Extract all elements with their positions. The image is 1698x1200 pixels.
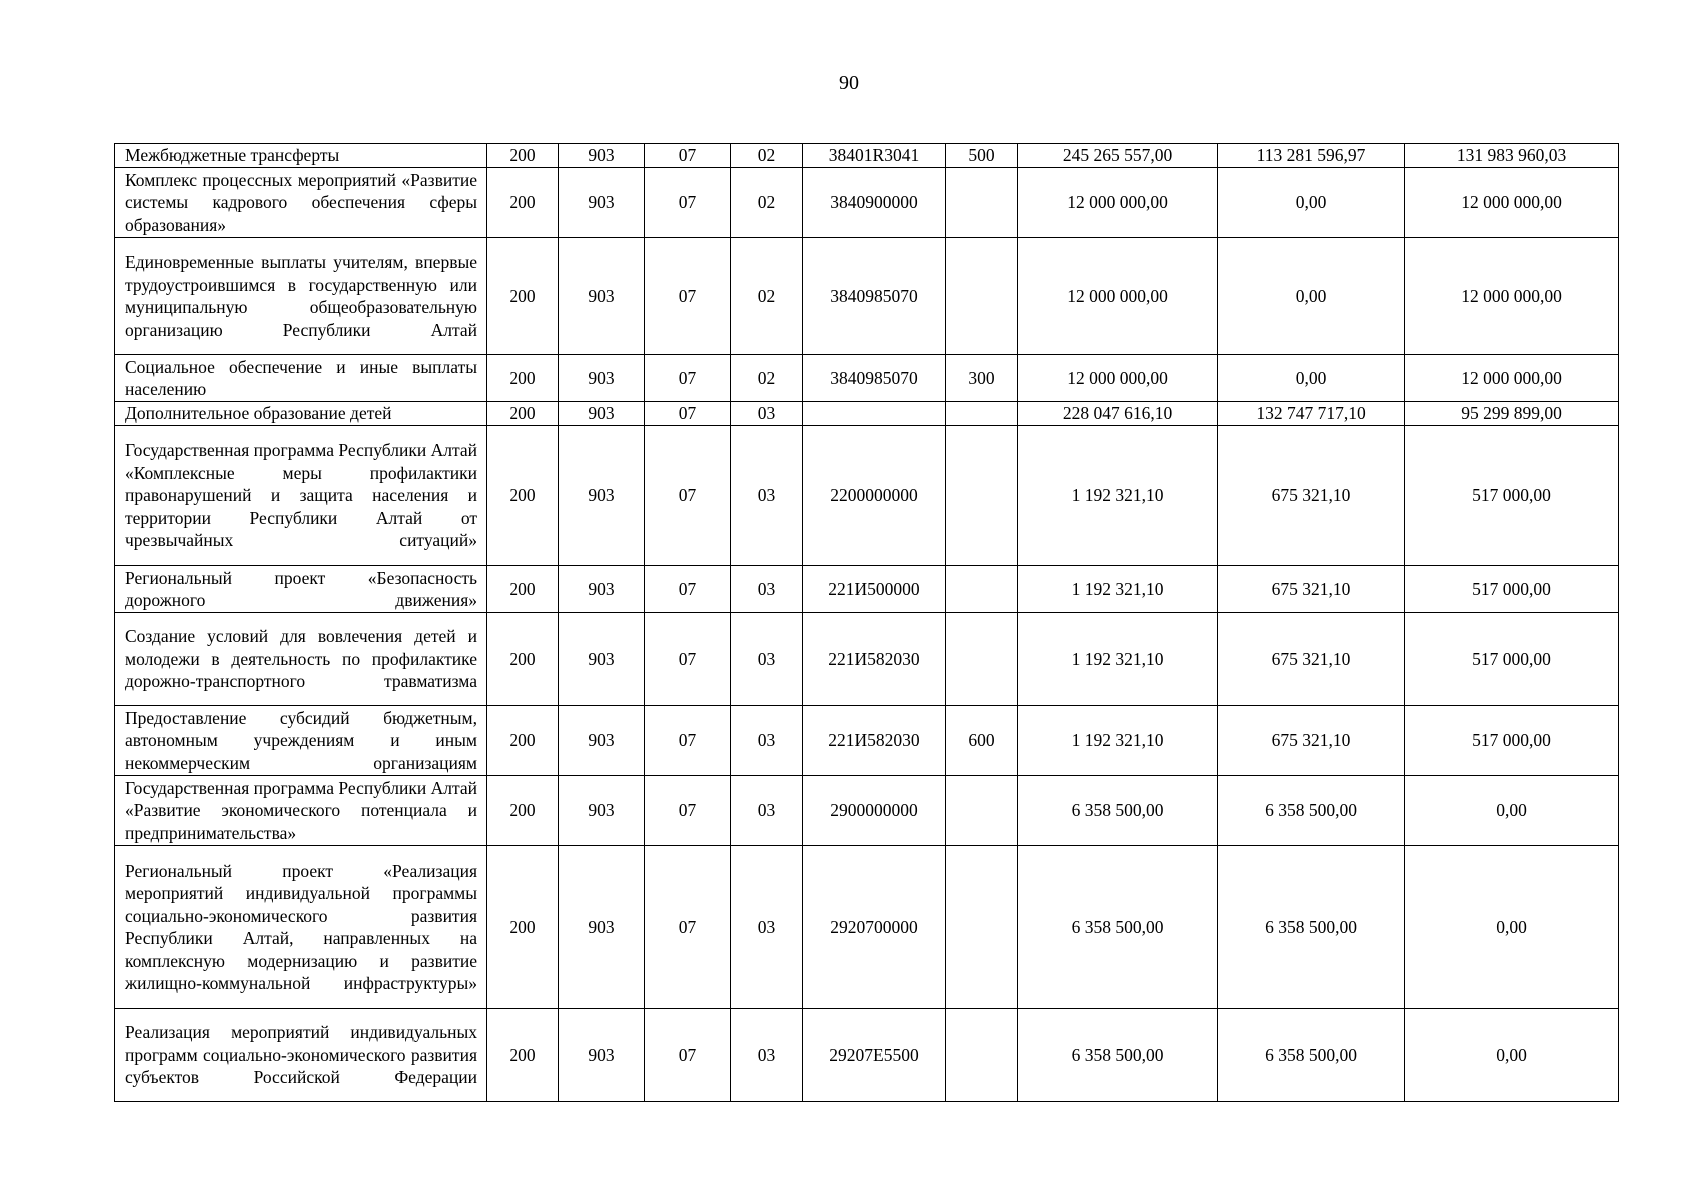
amount-part1-cell: 0,00 — [1218, 355, 1405, 402]
expense-type-cell — [946, 238, 1018, 355]
amount-part2-cell: 517 000,00 — [1405, 566, 1619, 613]
expense-type-cell — [946, 1009, 1018, 1102]
expense-type-cell — [946, 613, 1018, 706]
section-cell: 07 — [645, 402, 731, 426]
code-admin-cell: 200 — [487, 168, 559, 238]
expense-type-cell — [946, 566, 1018, 613]
subsection-cell: 03 — [731, 1009, 803, 1102]
target-article-cell: 2900000000 — [803, 776, 946, 846]
table-row — [115, 168, 1619, 238]
row-name-cell: Межбюджетные трансферты — [115, 144, 487, 168]
table-row — [115, 426, 1619, 566]
target-article-cell: 3840900000 — [803, 168, 946, 238]
expense-type-cell — [946, 168, 1018, 238]
expense-type-cell — [946, 846, 1018, 1009]
amount-part1-cell: 6 358 500,00 — [1218, 776, 1405, 846]
code-admin-cell: 200 — [487, 846, 559, 1009]
amount-total-cell: 228 047 616,10 — [1018, 402, 1218, 426]
amount-part1-cell: 0,00 — [1218, 168, 1405, 238]
amount-part1-cell: 675 321,10 — [1218, 706, 1405, 776]
code-ministry-cell: 903 — [559, 1009, 645, 1102]
amount-part2-cell: 0,00 — [1405, 846, 1619, 1009]
amount-total-cell: 12 000 000,00 — [1018, 238, 1218, 355]
amount-part2-cell: 517 000,00 — [1405, 706, 1619, 776]
amount-part2-cell: 0,00 — [1405, 776, 1619, 846]
row-name-cell: Региональный проект «Безопасность дорожного движения» — [115, 566, 487, 613]
subsection-cell: 03 — [731, 566, 803, 613]
code-admin-cell: 200 — [487, 613, 559, 706]
code-ministry-cell: 903 — [559, 402, 645, 426]
target-article-cell: 29207Е5500 — [803, 1009, 946, 1102]
subsection-cell: 03 — [731, 846, 803, 1009]
amount-total-cell: 1 192 321,10 — [1018, 426, 1218, 566]
target-article-cell: 38401R3041 — [803, 144, 946, 168]
expense-type-cell — [946, 426, 1018, 566]
row-name-cell: Реализация мероприятий индивидуальных программ социально-экономического развития субъектов Российской Федерации — [115, 1009, 487, 1102]
subsection-cell: 02 — [731, 144, 803, 168]
amount-part2-cell: 12 000 000,00 — [1405, 168, 1619, 238]
target-article-cell — [803, 402, 946, 426]
expense-type-cell: 600 — [946, 706, 1018, 776]
amount-total-cell: 6 358 500,00 — [1018, 1009, 1218, 1102]
subsection-cell: 03 — [731, 426, 803, 566]
budget-table — [114, 143, 1619, 1102]
section-cell: 07 — [645, 426, 731, 566]
amount-total-cell: 6 358 500,00 — [1018, 846, 1218, 1009]
code-admin-cell: 200 — [487, 566, 559, 613]
amount-part2-cell: 517 000,00 — [1405, 426, 1619, 566]
expense-type-cell: 300 — [946, 355, 1018, 402]
code-admin-cell: 200 — [487, 706, 559, 776]
row-name-cell: Региональный проект «Реализация мероприятий индивидуальной программы социально-экономического развития Республики Алтай, направленных на комплексную модернизацию и развитие жилищно-коммунальной инфраструктуры» — [115, 846, 487, 1009]
subsection-cell: 02 — [731, 355, 803, 402]
expense-type-cell — [946, 776, 1018, 846]
table-body — [115, 144, 1619, 1102]
row-name-cell: Социальное обеспечение и иные выплаты населению — [115, 355, 487, 402]
amount-part1-cell: 6 358 500,00 — [1218, 846, 1405, 1009]
target-article-cell: 221И582030 — [803, 613, 946, 706]
section-cell: 07 — [645, 1009, 731, 1102]
amount-part1-cell: 675 321,10 — [1218, 426, 1405, 566]
code-ministry-cell: 903 — [559, 168, 645, 238]
section-cell: 07 — [645, 566, 731, 613]
subsection-cell: 02 — [731, 238, 803, 355]
code-ministry-cell: 903 — [559, 846, 645, 1009]
table-row — [115, 613, 1619, 706]
section-cell: 07 — [645, 706, 731, 776]
code-ministry-cell: 903 — [559, 355, 645, 402]
expense-type-cell — [946, 402, 1018, 426]
amount-total-cell: 12 000 000,00 — [1018, 168, 1218, 238]
target-article-cell: 3840985070 — [803, 355, 946, 402]
target-article-cell: 3840985070 — [803, 238, 946, 355]
target-article-cell: 221И582030 — [803, 706, 946, 776]
section-cell: 07 — [645, 355, 731, 402]
subsection-cell: 03 — [731, 402, 803, 426]
subsection-cell: 03 — [731, 706, 803, 776]
section-cell: 07 — [645, 168, 731, 238]
amount-part1-cell: 0,00 — [1218, 238, 1405, 355]
code-admin-cell: 200 — [487, 776, 559, 846]
code-admin-cell: 200 — [487, 144, 559, 168]
code-admin-cell: 200 — [487, 426, 559, 566]
code-admin-cell: 200 — [487, 1009, 559, 1102]
section-cell: 07 — [645, 776, 731, 846]
subsection-cell: 03 — [731, 613, 803, 706]
code-ministry-cell: 903 — [559, 238, 645, 355]
section-cell: 07 — [645, 144, 731, 168]
row-name-cell: Государственная программа Республики Алтай «Комплексные меры профилактики правонарушений и защита населения и территории Республики Алтай от чрезвычайных ситуаций» — [115, 426, 487, 566]
table-row — [115, 776, 1619, 846]
table-row — [115, 566, 1619, 613]
amount-part2-cell: 95 299 899,00 — [1405, 402, 1619, 426]
row-name-cell: Предоставление субсидий бюджетным, автономным учреждениям и иным некоммерческим организациям — [115, 706, 487, 776]
subsection-cell: 02 — [731, 168, 803, 238]
row-name-cell: Дополнительное образование детей — [115, 402, 487, 426]
amount-total-cell: 245 265 557,00 — [1018, 144, 1218, 168]
amount-part2-cell: 0,00 — [1405, 1009, 1619, 1102]
code-admin-cell: 200 — [487, 402, 559, 426]
amount-total-cell: 1 192 321,10 — [1018, 706, 1218, 776]
amount-part1-cell: 113 281 596,97 — [1218, 144, 1405, 168]
amount-part2-cell: 517 000,00 — [1405, 613, 1619, 706]
code-admin-cell: 200 — [487, 238, 559, 355]
amount-part2-cell: 12 000 000,00 — [1405, 238, 1619, 355]
code-admin-cell: 200 — [487, 355, 559, 402]
section-cell: 07 — [645, 613, 731, 706]
amount-total-cell: 1 192 321,10 — [1018, 613, 1218, 706]
table-row — [115, 706, 1619, 776]
row-name-cell: Единовременные выплаты учителям, впервые трудоустроившимся в государственную или муниципальную общеобразовательную организацию Республики Алтай — [115, 238, 487, 355]
amount-part2-cell: 131 983 960,03 — [1405, 144, 1619, 168]
section-cell: 07 — [645, 238, 731, 355]
row-name-cell: Государственная программа Республики Алтай «Развитие экономического потенциала и предпринимательства» — [115, 776, 487, 846]
target-article-cell: 221И500000 — [803, 566, 946, 613]
target-article-cell: 2920700000 — [803, 846, 946, 1009]
amount-total-cell: 6 358 500,00 — [1018, 776, 1218, 846]
code-ministry-cell: 903 — [559, 144, 645, 168]
amount-part1-cell: 675 321,10 — [1218, 613, 1405, 706]
table-row — [115, 1009, 1619, 1102]
section-cell: 07 — [645, 846, 731, 1009]
amount-total-cell: 12 000 000,00 — [1018, 355, 1218, 402]
table-row — [115, 355, 1619, 402]
row-name-cell: Комплекс процессных мероприятий «Развитие системы кадрового обеспечения сферы образования» — [115, 168, 487, 238]
code-ministry-cell: 903 — [559, 706, 645, 776]
row-name-cell: Создание условий для вовлечения детей и молодежи в деятельность по профилактике дорожно-транспортного травматизма — [115, 613, 487, 706]
amount-part1-cell: 132 747 717,10 — [1218, 402, 1405, 426]
expense-type-cell: 500 — [946, 144, 1018, 168]
amount-part1-cell: 675 321,10 — [1218, 566, 1405, 613]
code-ministry-cell: 903 — [559, 426, 645, 566]
table-row — [115, 238, 1619, 355]
table-row — [115, 402, 1619, 426]
amount-part2-cell: 12 000 000,00 — [1405, 355, 1619, 402]
subsection-cell: 03 — [731, 776, 803, 846]
code-ministry-cell: 903 — [559, 566, 645, 613]
page-number: 90 — [839, 72, 859, 94]
table-row — [115, 144, 1619, 168]
code-ministry-cell: 903 — [559, 613, 645, 706]
amount-total-cell: 1 192 321,10 — [1018, 566, 1218, 613]
code-ministry-cell: 903 — [559, 776, 645, 846]
target-article-cell: 2200000000 — [803, 426, 946, 566]
table-row — [115, 846, 1619, 1009]
amount-part1-cell: 6 358 500,00 — [1218, 1009, 1405, 1102]
